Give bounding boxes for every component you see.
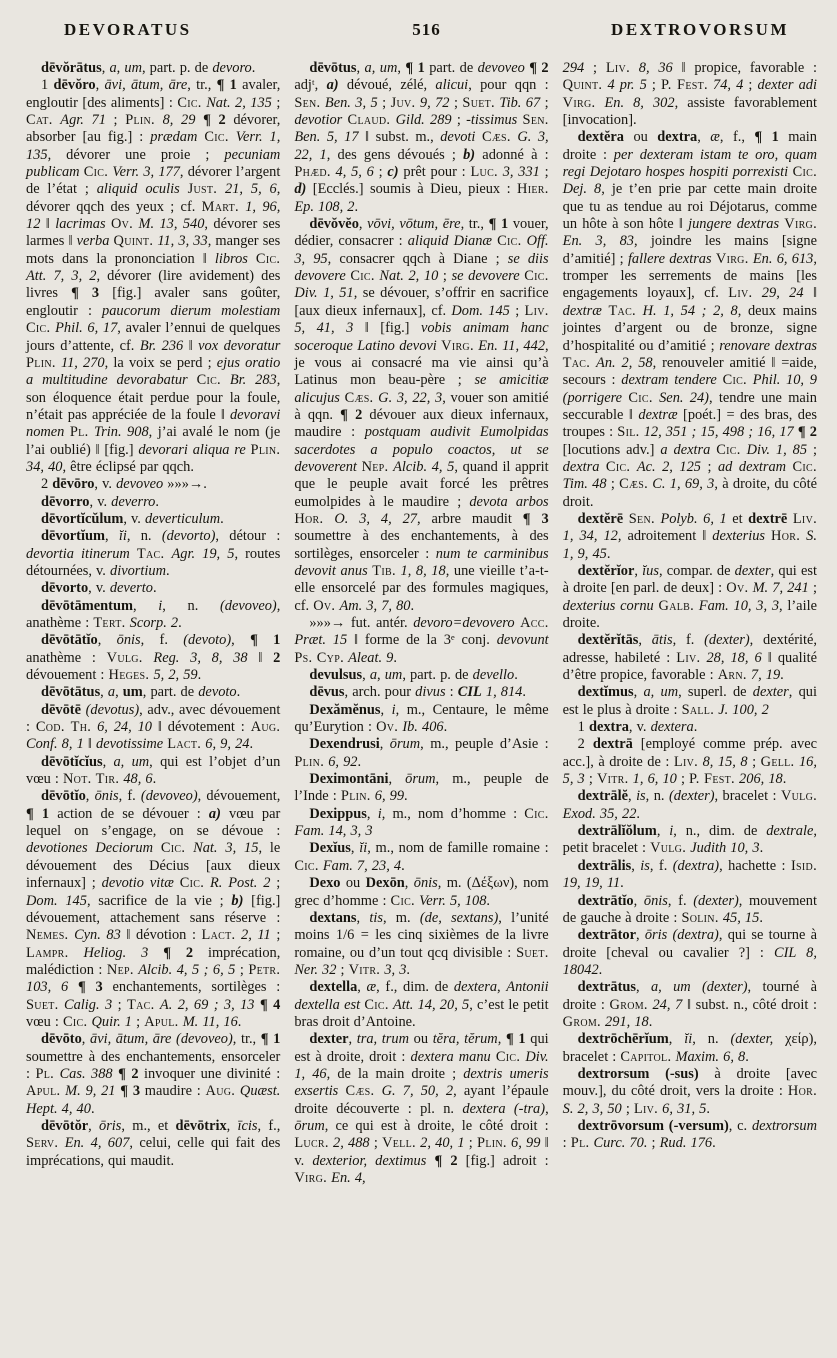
dictionary-entry: dēvōtĭcĭus, a, um, qui est l’objet d’un vœu : Not. Tir. 48, 6. xyxy=(26,753,281,788)
running-head xyxy=(26,12,817,56)
running-head-right-word: DEXTROVORSUM xyxy=(611,20,789,39)
column-right xyxy=(563,60,817,1187)
dictionary-entry: dēvōto, āvi, ātum, āre (devoveo), tr., ¶ 1 soumettre à des enchantements, ensorceler : Pl. Cas. 388 ¶ 2 invoquer une divinité : Apul. M. 9, 21 ¶ 3 maudire : Aug. Quæst. Hept. 4, 40. xyxy=(26,1031,281,1117)
dictionary-entry: dēvōtus, a, um, ¶ 1 part. de devoveo ¶ 2 adjᵗ, a) dévoué, zélé, alicui, pour qqn : Sen. Ben. 3, 5 ; Juv. 9, 72 ; Suet. Tib. 67 ; devotior Claud. Gild. 289 ; -tissimus Sen. Ben. 5, 17 ‖ subst. m., devoti Cæs. G. 3, 22, 1, des gens dévoués ; b) adonné à : Phæd. 4, 5, 6 ; c) prêt pour : Luc. 3, 331 ; d) [Ecclés.] soumis à Dieu, pieux : Hier. Ep. 108, 2. xyxy=(294,60,549,215)
page-number: 516 xyxy=(412,20,441,39)
dictionary-entry: 294 ; Liv. 8, 36 ‖ propice, favorable : Quint. 4 pr. 5 ; P. Fest. 74, 4 ; dexter adi Virg. En. 8, 302, assiste favorablement [invocation]. xyxy=(562,60,817,129)
running-head-left-word: DEVORATUS xyxy=(64,20,192,39)
dictionary-entry: devulsus, a, um, part. p. de devello. xyxy=(309,667,518,684)
dictionary-entry: Dexo ou Dexōn, ōnis, m. (Δέξων), nom grec d’homme : Cic. Verr. 5, 108. xyxy=(294,875,549,909)
dictionary-entry: dextrālis, is, f. (dextra), hachette : Isid. 19, 19, 11. xyxy=(562,857,817,892)
text-columns xyxy=(26,60,817,1187)
dictionary-entry: dēvŏvĕo, vōvi, vōtum, ēre, tr., ¶ 1 vouer, dédier, consacrer : aliquid Dianæ Cic. Off. 3, 95, consacrer qqch à Diane ; se diis devovere Cic. Nat. 2, 10 ; se devovere Cic. Div. 1, 51, se dévouer, s’offrir en sacrifice [aux dieux infernaux], cf. Dom. 145 ; Liv. 5, 41, 3 ‖ [fig.] vobis animam hanc soceroque Latino devovi Virg. En. 11, 442, je vous ai consacré ma vie ainsi qu’à Latinus mon beau-père ; se amicitiæ alicujus Cæs. G. 3, 22, 3, vouer son amitié à qqn. ¶ 2 dévouer aux dieux infernaux, maudire : postquam audivit Eumolpidas sacerdotes a populo coactos, ut se devoverent Nep. Alcib. 4, 5, quand il apprit que le peuple avait forcé les prêtres eumolpides à le maudire ; devota arbos Hor. O. 3, 4, 27, arbre maudit ¶ 3 soumettre à des enchantements, à des sortilèges, ensorceler : num te carminibus devovit anus Tib. 1, 8, 18, une vieille t’a-t-elle ensorcelé par des formules magiques, cf. Ov. Am. 3, 7, 80. xyxy=(294,216,549,614)
dictionary-entry: dēvortĭcŭlum, v. deverticulum. xyxy=(41,510,224,527)
dictionary-entry: dextrātĭo, ōnis, f. (dexter), mouvement de gauche à droite : Solin. 45, 15. xyxy=(562,892,817,926)
dictionary-entry: dextĕrĭor, ĭus, compar. de dexter, qui est à droite [en parl. de deux] : Ov. M. 7, 241 ; dexterius cornu Galb. Fam. 10, 3, 3, l’aile droite. xyxy=(562,562,817,631)
dictionary-entry: dextans, tis, m. (de, sextans), l’unité moins 1/6 = les cinq sixièmes de la livre romaine, ou d’un tout qcq divisible : Suet. Ner. 32 ; Vitr. 3, 3. xyxy=(294,909,549,978)
dictionary-entry: 1 dextra, v. dextera. xyxy=(577,719,698,736)
dictionary-entry: dextĕrĭtās, ātis, f. (dexter), dextérité, adresse, habileté : Liv. 28, 18, 6 ‖ qualité d’être propice, favorable : Arn. 7, 19. xyxy=(562,632,817,684)
dictionary-entry: dēvorto, v. deverto. xyxy=(41,580,157,597)
dictionary-entry: Dexendrusi, ōrum, m., peuple d’Asie : Plin. 6, 92. xyxy=(294,736,549,770)
dictionary-entry: dēvōtĭo, ōnis, f. (devoveo), dévouement, ¶ 1 action de se dévouer : a) vœu par lequel on s’engage, on se dévoue : devotiones Deciorum Cic. Nat. 3, 15, le dévouement des Décius [aux dieux infernaux] ; devotio vitæ Cic. R. Post. 2 ; Dom. 145, sacrifice de la vie ; b) [fig.] dévouement, attachement sans réserve : Nemes. Cyn. 83 ‖ dévotion : Lact. 2, 11 ; Lampr. Heliog. 3 ¶ 2 imprécation, malédiction : Nep. Alcib. 4, 5 ; 6, 5 ; Petr. 103, 6 ¶ 3 enchantements, sortilèges : Suet. Calig. 3 ; Tac. A. 2, 69 ; 3, 13 ¶ 4 vœu : Cic. Quir. 1 ; Apul. M. 11, 16. xyxy=(26,788,281,1030)
dictionary-entry: Dexămĕnus, i, m., Centaure, le même qu’Eurytion : Ov. Ib. 406. xyxy=(294,701,549,736)
dictionary-entry: dextrātus, a, um (dexter), tourné à droite : Grom. 24, 7 ‖ subst. n., côté droit : Grom. 291, 18. xyxy=(562,979,817,1030)
dictionary-entry: Deximontāni, ōrum, m., peuple de l’Inde : Plin. 6, 99. xyxy=(294,771,549,805)
dictionary-entry: dēvōtāmentum, i, n. (devoveo), anathème : Tert. Scorp. 2. xyxy=(26,597,281,631)
dictionary-entry: dexter, tra, trum ou tĕra, tĕrum, ¶ 1 qui est à droite, droit : dextera manu Cic. Div. 1, 46, de la main droite ; dextris umeris exsertis Cæs. G. 7, 50, 2, ayant l’épaule droite découverte : pl. n. dextera (-tra), ōrum, ce qui est à droite, le côté droit : Lucr. 2, 488 ; Vell. 2, 40, 1 ; Plin. 6, 99 ‖ v. dexterior, dextimus ¶ 2 [fig.] adroit : Virg. En. 4, xyxy=(294,1031,549,1186)
dictionary-entry: dextĕra ou dextra, æ, f., ¶ 1 main droite : per dexteram istam te oro, quam regi Dejotaro hospes hospiti porrexisti Cic. Dej. 8, je t’en prie par cette main droite que tu as tendue au roi Déjotarus, comme un hôte à son hôte ‖ jungere dextras Virg. En. 3, 83, joindre les mains [signe d’amitié] ; fallere dextras Virg. En. 6, 613, tromper les serrements de mains [les engagements loyaux], cf. Liv. 29, 24 ‖ dextræ Tac. H. 1, 54 ; 2, 8, deux mains jointes d’argent ou de bronze, signe d’hospitalité ou d’amitié ; renovare dextras Tac. An. 2, 58, renouveler amitié ‖ =aide, secours : dextram tendere Cic. Phil. 10, 9 (porrigere Cic. Sen. 24), tendre une main seccurable ‖ dextræ [poét.] = des bras, des troupes : Sil. 12, 351 ; 15, 498 ; 16, 17 ¶ 2 [locutions adv.] a dextra Cic. Div. 1, 85 ; dextra Cic. Ac. 2, 125 ; ad dextram Cic. Tim. 48 ; Cæs. C. 1, 69, 3, à droite, du côté droit. xyxy=(562,129,817,510)
dictionary-entry: dextĭmus, a, um, superl. de dexter, qui est le plus à droite : Sall. J. 100, 2 xyxy=(562,684,817,718)
dictionary-entry: dextrālĕ, is, n. (dexter), bracelet : Vulg. Exod. 35, 22. xyxy=(562,788,817,822)
dictionary-entry: dēvōtē (devotus), adv., avec dévouement : Cod. Th. 6, 24, 10 ‖ dévotement : Aug. Conf. 8, 1 ‖ devotissime Lact. 6, 9, 24. xyxy=(26,701,281,753)
dictionary-entry: dēvōtŏr, ōris, m., et dēvōtrix, īcis, f., Serv. En. 4, 607, celui, celle qui fait des imprécations, qui maudit. xyxy=(26,1117,281,1169)
column-middle xyxy=(294,60,548,1187)
dictionary-entry: dextrālĭŏlum, i, n., dim. de dextrale, petit bracelet : Vulg. Judith 10, 3. xyxy=(562,823,817,857)
dictionary-entry: dēvus, arch. pour divus : CIL 1, 814. xyxy=(309,684,526,701)
dictionary-entry: dēvorro, v. deverro. xyxy=(41,493,159,510)
dictionary-entry: dēvŏrātus, a, um, part. p. de devoro. xyxy=(41,60,256,76)
dictionary-entry: 2 dextrā [employé comme prép. avec acc.], à droite de : Liv. 8, 15, 8 ; Gell. 16, 5, 3 ; Vitr. 1, 6, 10 ; P. Fest. 206, 18. xyxy=(562,736,817,788)
dictionary-entry: dēvortĭum, ĭi, n. (devorto), détour : devortia itinerum Tac. Agr. 19, 5, routes détournées, v. divortium. xyxy=(26,528,281,579)
column-left xyxy=(26,60,280,1187)
dictionary-entry: dextĕrē Sen. Polyb. 6, 1 et dextrē Liv. 1, 34, 12, adroitement ‖ dexterius Hor. S. 1, 9, 45. xyxy=(562,510,817,562)
dictionary-entry: dēvōtātĭo, ōnis, f. (devoto), ¶ 1 anathème : Vulg. Reg. 3, 8, 38 ‖ 2 dévouement : Heges. 5, 2, 59. xyxy=(26,632,281,684)
dictionary-entry: »»»→ fut. antér. devoro=devovero Acc. Præt. 15 ‖ forme de la 3ᵉ conj. devovunt Ps. Cyp. Aleat. 9. xyxy=(294,615,549,666)
dictionary-entry: 2 dēvōro, v. devoveo »»»→. xyxy=(41,476,207,493)
dictionary-entry: Dexippus, i, m., nom d’homme : Cic. Fam. 14, 3, 3 xyxy=(294,805,549,840)
dictionary-entry: dextrōvorsum (-versum), c. dextrorsum : Pl. Curc. 70. ; Rud. 176. xyxy=(562,1117,817,1152)
dictionary-entry: dextella, æ, f., dim. de dextera, Antonii dextella est Cic. Att. 14, 20, 5, c’est le petit bras droit d’Antoine. xyxy=(294,979,549,1030)
dictionary-entry: dextrorsum (-sus) à droite [avec mouv.], du côté droit, vers la droite : Hor. S. 2, 3, 50 ; Liv. 6, 31, 5. xyxy=(562,1065,817,1117)
dictionary-entry: dextrātor, ōris (dextra), qui se tourne à droite [cheval ou cavalier ?] : CIL 8, 18042. xyxy=(562,927,817,978)
dictionary-entry: Dexĭus, ĭi, m., nom de famille romaine : Cic. Fam. 7, 23, 4. xyxy=(294,840,549,874)
dictionary-entry: dextrōchērĭum, ĭi, n. (dexter, χείρ), bracelet : Capitol. Maxim. 6, 8. xyxy=(562,1031,817,1065)
dictionary-entry: 1 dēvŏro, āvi, ātum, āre, tr., ¶ 1 avaler, engloutir [des aliments] : Cic. Nat. 2, 135 ; Cat. Agr. 71 ; Plin. 8, 29 ¶ 2 dévorer, absorber [au fig.] : prædam Cic. Verr. 1, 135, dévorer une proie ; pecuniam publicam Cic. Verr. 3, 177, dévorer l’argent de l’état ; aliquid oculis Just. 21, 5, 6, dévorer qqch des yeux ; cf. Mart. 1, 96, 12 ‖ lacrimas Ov. M. 13, 540, dévorer ses larmes ‖ verba Quint. 11, 3, 33, manger ses mots dans la prononciation ‖ libros Cic. Att. 7, 3, 2, dévorer (lire avidement) des livres ¶ 3 [fig.] avaler sans goûter, engloutir : paucorum dierum molestiam Cic. Phil. 6, 17, avaler l’ennui de quelques jours d’attente, cf. Br. 236 ‖ vox devoratur Plin. 11, 270, la voix se perd ; ejus oratio a multitudine devorabatur Cic. Br. 283, son éloquence était perdue pour la foule, n’était pas appréciée de la foule ‖ devoravi nomen Pl. Trin. 908, j’ai avalé le nom (je l’ai oublié) ‖ [fig.] devorari aliqua re Plin. 34, 40, être éclipsé par qqch. xyxy=(26,77,281,475)
dictionary-entry: dēvōtātus, a, um, part. de devoto. xyxy=(41,684,241,701)
